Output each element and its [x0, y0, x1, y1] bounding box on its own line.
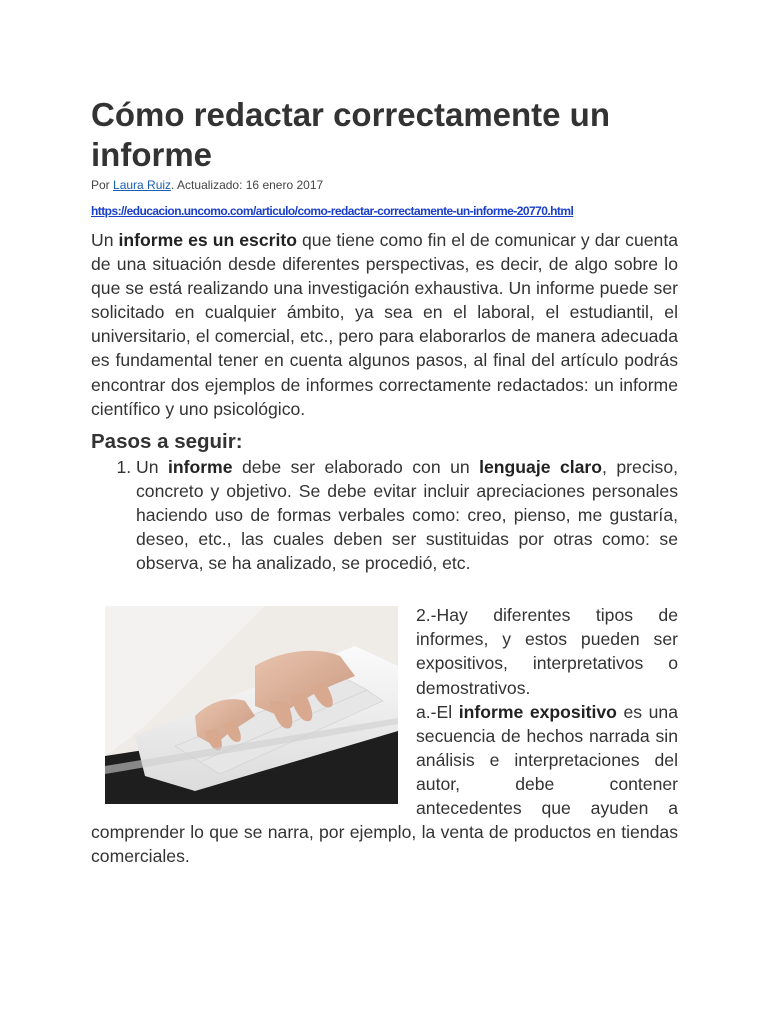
steps-heading: Pasos a seguir: — [91, 429, 243, 453]
byline — [91, 177, 678, 193]
laptop-typing-image — [105, 606, 398, 804]
step2a-bold: informe expositivo — [458, 701, 617, 722]
step2-intro: 2.-Hay diferentes tipos de informes, y estos pueden ser expositivos, interpretativos o demostrativos. — [416, 605, 678, 698]
steps-list — [91, 455, 678, 575]
step1-text-2: debe ser elaborado con un — [232, 456, 480, 477]
step2a-rest: es una secuencia de hechos narrada sin análisis e interpretaciones del autor, debe contener antecedentes que ayuden a comprender lo que se narra, por ejemplo, la venta de productos en tiendas comerciales. — [91, 701, 678, 867]
article-title: Cómo redactar correctamente un informe — [91, 96, 610, 173]
source-url-link[interactable]: https://educacion.uncomo.com/articulo/como-redactar-correctamente-un-informe-20770.html — [91, 204, 574, 218]
step1-bold-1: informe — [167, 456, 233, 477]
byline-date: . Actualizado: 16 enero 2017 — [171, 178, 324, 192]
author-link[interactable]: Laura Ruiz — [113, 178, 172, 192]
step-item-1 — [136, 455, 678, 575]
step-item-2 — [91, 603, 678, 868]
step1-text-3: , preciso, concreto y objetivo. Se debe evitar incluir apreciaciones personales haciendo uso de formas verbales como: creo, pienso, me gustaría, deseo, etc., las cuales deben ser sustituidas por otras como: se observa, se ha analizado, se procedió, etc. — [136, 456, 678, 574]
document-page — [91, 95, 678, 868]
intro-paragraph — [91, 228, 678, 421]
step2a-prefix: a.-El — [416, 701, 459, 722]
intro-text-1: Un — [91, 230, 119, 250]
step1-text-1: Un — [136, 456, 168, 477]
byline-prefix: Por — [91, 178, 114, 192]
intro-text-2: que tiene como fin el de comunicar y dar cuenta de una situación desde diferentes perspectivas, es decir, de algo sobre lo que se está realizando una investigación exhaustiva. Un informe puede ser solicitado en cualquier ámbito, ya sea en el laboral, el estudiantil, el universitario, el comercial, etc., pero para elaborarlos de manera adecuada es fundamental tener en cuenta algunos pasos, al final del artículo podrás encontrar dos ejemplos de informes correctamente redactados: un informe científico y uno psicológico. — [91, 230, 678, 419]
step1-bold-2: lenguaje claro — [479, 456, 603, 477]
intro-bold-1: informe es un escrito — [118, 230, 297, 250]
